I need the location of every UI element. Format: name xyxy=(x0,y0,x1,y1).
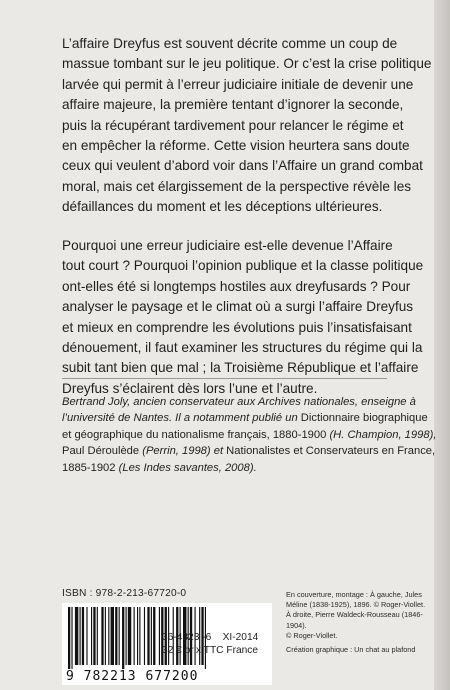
bio-line xyxy=(62,427,437,443)
photo-credits xyxy=(286,590,436,655)
bio-italic-text: (H. Champion, 1998), xyxy=(326,428,437,441)
text-line: tout court ? Pourquoi l’opinion publique et la classe politique xyxy=(62,258,424,274)
product-code: 36-4323 -6 xyxy=(162,632,212,643)
bio-book-title: Paul Déroulède xyxy=(62,445,140,458)
bio-line xyxy=(62,443,436,459)
text-line: puis la récupérant tardivement pour relancer le régime et xyxy=(62,117,404,133)
publication-date: XI-2014 xyxy=(222,632,259,643)
barcode-bar xyxy=(134,607,135,665)
barcode-bar xyxy=(126,607,127,665)
barcode-bar xyxy=(82,607,84,665)
section-divider xyxy=(62,378,387,379)
barcode-bar xyxy=(119,607,120,665)
credit-line: En couverture, montage : À gauche, Jules xyxy=(286,590,422,599)
barcode-bar xyxy=(122,607,124,669)
text-line: dénouement, il faut examiner les structures du régime qui la xyxy=(62,340,423,356)
isbn-label: ISBN : 978-2-213-67720-0 xyxy=(62,588,187,599)
credit-line: À droite, Pierre Waldeck-Rousseau (1846-1904). xyxy=(286,610,423,630)
bio-book-title: 1885-1902 xyxy=(62,461,116,474)
bio-book-title: Nationalistes et Conservateurs en France, xyxy=(223,445,436,458)
text-line: massue tombant sur le jeu politique. Or c’est la crise politique xyxy=(62,56,432,72)
barcode-bar xyxy=(91,607,92,665)
bio-line xyxy=(62,394,416,410)
text-line: analyser le paysage et le climat où a surgi l’affaire Dreyfus xyxy=(62,299,414,315)
text-line: ont-elles été si longtemps hostiles aux dreyfusards ? Pour xyxy=(62,278,411,294)
text-line: Pourquoi une erreur judiciaire est-elle devenue l’Affaire xyxy=(62,238,393,253)
graphic-design-credit: Création graphique : Un chat au plafond xyxy=(286,645,416,655)
text-line: moral, mais cet élargissement de la perspective révèle les xyxy=(62,178,412,194)
barcode-bar xyxy=(151,607,152,665)
book-spine-edge xyxy=(434,0,450,690)
text-line: et mieux en comprendre les évolutions puis l’insatisfaisant xyxy=(62,319,412,335)
author-bio xyxy=(62,394,437,476)
barcode-bar xyxy=(101,607,103,665)
text-line: larvée qui permit à l’erreur judiciaire initiale de devenir une xyxy=(62,76,414,92)
barcode-bar xyxy=(137,607,138,665)
price-text: 32 € prix TTC France xyxy=(162,644,259,656)
barcode-bar xyxy=(115,607,117,665)
bio-line xyxy=(62,460,402,476)
barcode-bar xyxy=(97,607,98,665)
barcode-bar xyxy=(68,607,70,669)
barcode-bar xyxy=(111,607,114,665)
bio-italic-text: (Les Indes savantes, 2008). xyxy=(115,461,257,474)
barcode-bar xyxy=(147,607,149,665)
barcode-bar xyxy=(128,607,131,665)
barcode-bar xyxy=(153,607,155,665)
bio-book-title: Dictionnaire biographique xyxy=(297,412,428,425)
text-line: en empêcher la réforme. Cette vision heurtera sans doute xyxy=(62,138,410,154)
text-line: subit tant bien que mal ; la Troisième République et l’affaire xyxy=(62,360,419,376)
barcode-bar xyxy=(144,607,145,665)
barcode-bar xyxy=(93,607,95,665)
barcode-bar xyxy=(86,607,87,665)
barcode-bar xyxy=(105,607,106,665)
text-line: L’affaire Dreyfus est souvent décrite comme un coup de xyxy=(62,36,398,51)
barcode-bar xyxy=(108,607,109,665)
blurb-paragraph-1 xyxy=(62,34,431,218)
text-line: Dreyfus s’éclairent dès lors l’une et l’autre. xyxy=(62,380,318,396)
barcode-bar xyxy=(75,607,78,665)
price-code-line xyxy=(162,632,258,645)
barcode-digits: 9 782213 677200 xyxy=(66,669,199,684)
barcode-bar xyxy=(71,607,72,669)
price-block xyxy=(162,632,258,657)
text-line: affaire majeure, la première tentant d’ignorer la seconde, xyxy=(62,97,404,113)
barcode-bar xyxy=(139,607,140,665)
bio-italic-text: l’université de Nantes. Il a notamment publié un xyxy=(62,412,298,425)
text-line: défaillances du moment et les déceptions ultérieures. xyxy=(62,199,383,215)
credit-line: Méline (1838-1925), 1896. © Roger-Viollet. xyxy=(286,600,426,610)
text-line: ceux qui veulent d’abord voir dans l’Affaire un grand combat xyxy=(62,158,423,174)
bio-italic-text: (Perrin, 1998) et xyxy=(139,445,224,458)
bio-line xyxy=(62,410,428,426)
credit-line: © Roger-Viollet. xyxy=(286,630,338,640)
barcode-bar xyxy=(159,607,160,665)
blurb-paragraph-2 xyxy=(62,236,423,399)
barcode-bar xyxy=(80,607,81,665)
bio-italic-text: Bertrand Joly, ancien conservateur aux Archives nationales, enseigne à xyxy=(62,396,416,408)
bio-book-title: et géographique du nationalisme français, 1880-1900 xyxy=(62,428,327,441)
